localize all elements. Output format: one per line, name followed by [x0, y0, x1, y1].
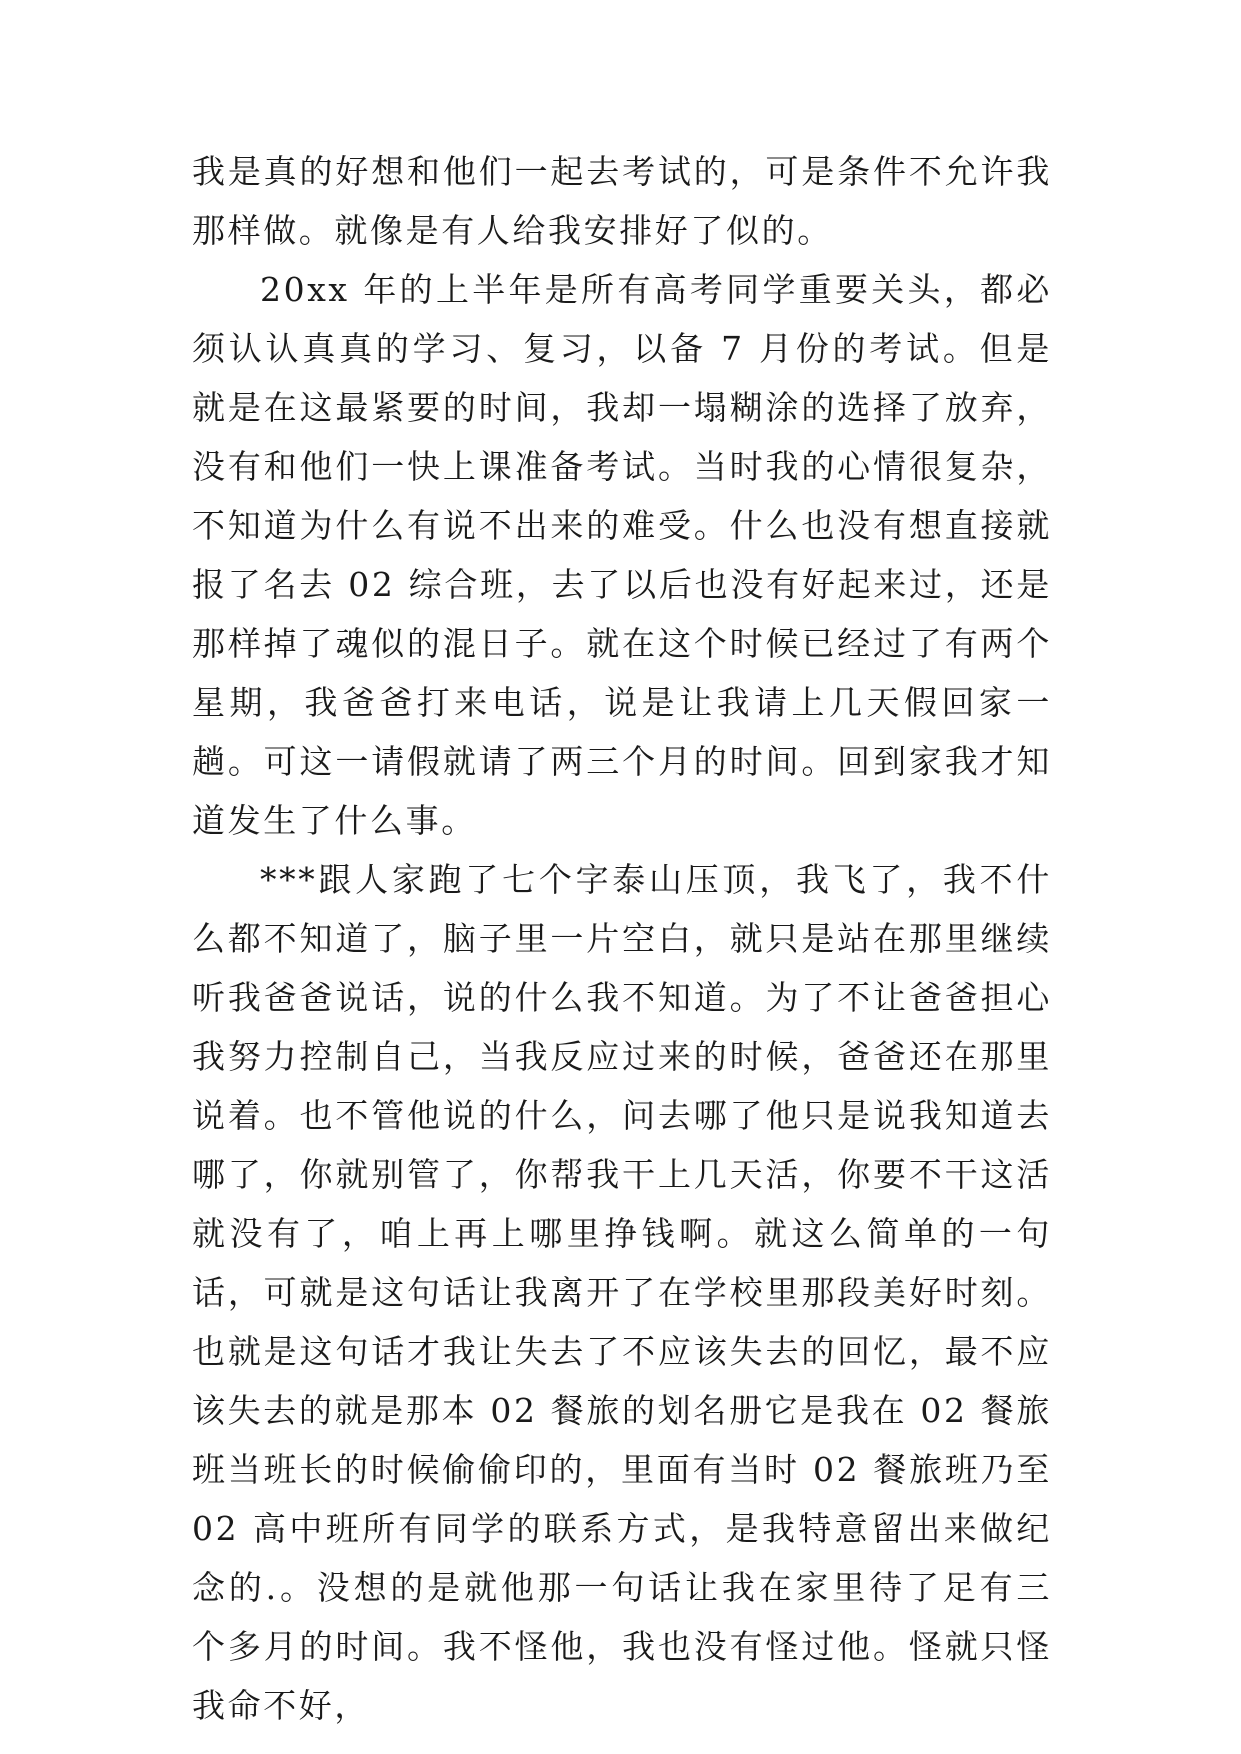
paragraph-2: 20xx 年的上半年是所有高考同学重要关头，都必须认认真真的学习、复习，以备 7 月份的考试。但是就是在这最紧要的时间，我却一塌糊涂的选择了放弃，没有和他们一快上课准备考试。当时我的心情很复杂，不知道为什么有说不出来的难受。什么也没有想直接就报了名去 02 综合班，去了以后也没有好起来过，还是那样掉了魂似的混日子。就在这个时候已经过了有两个星期，我爸爸打来电话，说是让我请上几天假回家一趟。可这一请假就请了两三个月的时间。回到家我才知道发生了什么事。 [192, 270, 1052, 840]
document-body [192, 142, 1052, 1735]
paragraph-3: ***跟人家跑了七个字泰山压顶，我飞了，我不什么都不知道了，脑子里一片空白，就只是站在那里继续听我爸爸说话，说的什么我不知道。为了不让爸爸担心我努力控制自己，当我反应过来的时候，爸爸还在那里说着。也不管他说的什么，问去哪了他只是说我知道去哪了，你就别管了，你帮我干上几天活，你要不干这活就没有了，咱上再上哪里挣钱啊。就这么简单的一句话，可就是这句话让我离开了在学校里那段美好时刻。也就是这句话才我让失去了不应该失去的回忆，最不应该失去的就是那本 02 餐旅的划名册它是我在 02 餐旅班当班长的时候偷偷印的，里面有当时 02 餐旅班乃至 02 高中班所有同学的联系方式，是我特意留出来做纪念的.。没想的是就他那一句话让我在家里待了足有三个多月的时间。我不怪他，我也没有怪过他。怪就只怪我命不好， [192, 860, 1052, 1725]
paragraph-1: 我是真的好想和他们一起去考试的，可是条件不允许我那样做。就像是有人给我安排好了似的。 [192, 152, 1052, 250]
